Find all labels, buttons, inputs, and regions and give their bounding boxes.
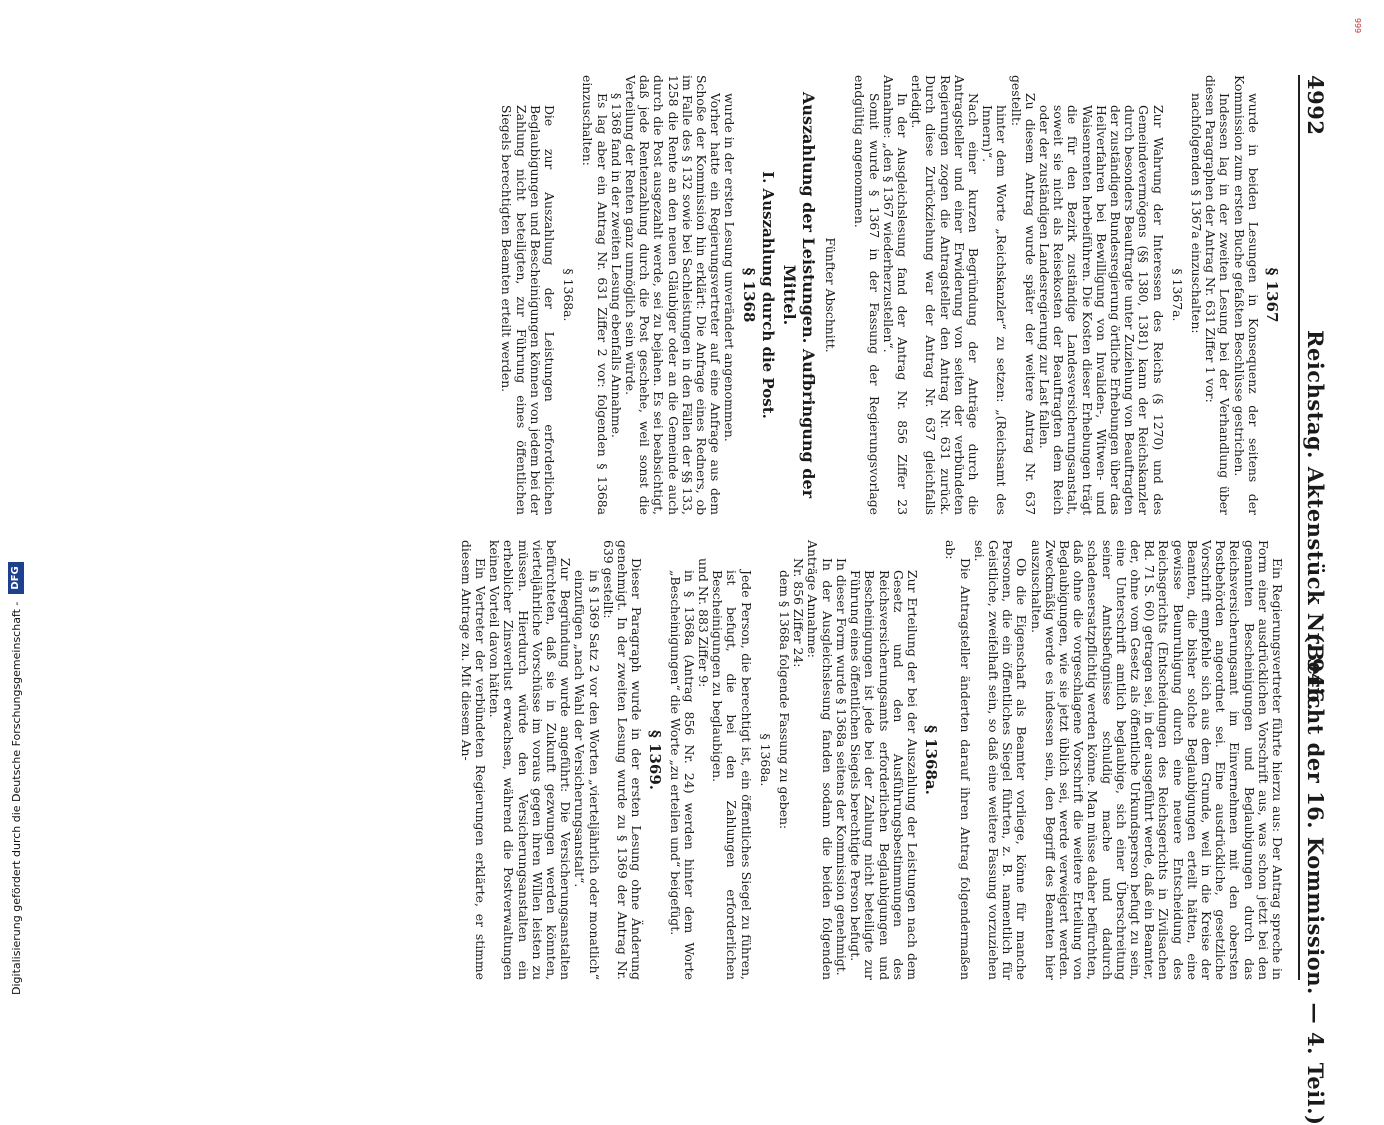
quoted-paragraph: Zur Wahrung der Interessen des Reichs (§ 1270) und des Gemeindevermögens (§§ 1380, 1381) kann der Reichskanzler durch besonders Beauftragte unter Zuziehung von Beauftragten der zuständigen Bundesregierung örtliche Erhebungen über das Heilverfahren bei Bewilligung von Invaliden-, Witwen- und Waisenrenten herbeiführen. Die Kosten dieser Erhebungen trägt die für den Bezirk zuständige Landesversicherungsanstalt, soweit sie nicht als Reisekosten der Beauftragten dem Reich oder der zuständigen Landesregierung zur Last fallen. xyxy=(1036,105,1166,515)
left-column xyxy=(499,75,1284,515)
page-title: Reichstag. Aktenstück Nr. 946. xyxy=(1303,330,1328,711)
quoted-paragraph: Jede Person, die berechtigt ist, ein öffentliches Siegel zu führen, ist befugt, die bei den Zahlungen erforderlichen Bescheinigungen zu beglaubigen. xyxy=(710,570,754,980)
paragraph: Ein Regierungsvertreter führte hierzu aus: Der Antrag spreche in Form einer ausdrücklichen Vorschrift aus, was schon jetzt bei den genannten Bescheinigungen und Beglaubigungen durch das Reichsversicherungsamt im Einvernehmen mit den obersten Postbehörden angeordnet sei. Eine ausdrückliche, gesetzliche Vorschrift empfehle sich aus dem Grunde, weil in die Kreise der Beamten, die bisher solche Beglaubigungen erteilt hätten, eine gewisse Beunruhigung durch eine neuere Entscheidung des Reichsgerichts (Entscheidungen des Reichsgerichts in Zivilsachen Bd. 71 S. 60) getragen sei, in der ausgeführt werde, daß ein Beamter, der, ohne vom Gesetz als öffentliche Urkundsperson befugt zu sein, eine Unterschrift amtlich beglaubige, sich einer Überschreitung seiner Amtsbefugnisse schuldig mache und dadurch schadensersatzpflichtig werden könne. Man müsse daher befürchten, daß ohne die vorgeschlagene Vorschrift die weitere Erteilung von Beglaubigungen, wie sie jetzt üblich sei, werde verweigert werden. Zweckmäßig werde es indessen sein, den Begriff des Beamten hier auszuschalten. xyxy=(1028,540,1285,980)
digitization-credit xyxy=(8,45,24,995)
paragraph: Ein Vertreter der verbündeten Regierungen erklärte, er stimme diesem Antrage zu. Mit diesem An- xyxy=(458,540,489,980)
quoted-paragraph: in § 1368a (Antrag 856 Nr. 24) werden hinter dem Worte „Bescheinigungen“ die Worte „zu erteilen und“ beigefügt. xyxy=(667,570,697,980)
paragraph: Nach einer kurzen Begründung der Anträge durch die Antragsteller und einer Erwiderung von seiten der verbündeten Regierungen zogen die Antragsteller den Antrag Nr. 631 zurück. Durch diese Zurückziehung war der Antrag Nr. 637 gleichfalls erledigt. xyxy=(909,75,981,515)
subsection-heading: § 1368a. xyxy=(757,733,773,787)
paragraph: In der Ausgleichslesung fand der Antrag Nr. 856 Ziffer 23 Annahme: „den § 1367 wiederherzustellen“. xyxy=(880,75,910,515)
paragraph: Die Antragsteller änderten darauf ihren Antrag folgendermaßen ab: xyxy=(943,540,973,980)
section-heading: § 1368 xyxy=(739,267,758,323)
paragraph: Zur Begründung wurde angeführt: Die Versicherungsanstalten befürchteten, daß sie in Zukunft gezwungen werden könnten, vierteljährliche Vorschüsse im voraus gegen ihren Willen leisten zu müssen. Hierdurch würde den Versicherungsanstalten ein erheblicher Zinsverlust erwachsen, während die Postverwaltungen keinen Vorteil davon hätten. xyxy=(487,540,574,980)
document-page xyxy=(458,75,1330,1125)
chapter-title: Auszahlung der Leistungen. Aufbringung der Mittel. xyxy=(779,91,818,499)
page-number: 4992 xyxy=(1303,75,1328,136)
paragraph: und Nr. 883 Ziffer 9: xyxy=(696,558,712,688)
page-subtitle: (Bericht der 16. Kommission. — 4. Teil.) xyxy=(1303,633,1328,1125)
page-header xyxy=(1300,75,1330,1125)
right-column xyxy=(458,540,1285,980)
paragraph: Indessen lag in der zweiten Lesung bei der Verhandlung über diesen Paragraphen der Antrag Nr. 631 Ziffer 1 vor: xyxy=(1203,75,1233,515)
section-heading: § 1367 xyxy=(1263,267,1281,323)
quoted-paragraph: Die zur Auszahlung der Leistungen erforderlichen Beglaubigungen und Bescheinigungen können von jedem bei der Zahlung nicht beteiligten, zur Führung eines öffentlichen Siegels berechtigten Beamten erteilt werden. xyxy=(499,105,558,515)
paragraph: Somit wurde § 1367 in der Fassung der Regierungsvorlage endgültig angenommen. xyxy=(852,75,882,515)
paragraph: wurde in beiden Lesungen in Konsequenz der seitens der Kommission zum ersten Buche gefaßten Beschlüsse gestrichen. xyxy=(1231,75,1261,515)
quoted-paragraph: in § 1369 Satz 2 vor den Worten „vierteljährlich oder monatlich“ einzufügen „nach Wahl der Versicherungsanstalt“. xyxy=(572,570,602,980)
part-heading: I. Auszahlung durch die Post. xyxy=(758,171,777,419)
paragraph: Zu diesem Antrag wurde später der weitere Antrag Nr. 637 gestellt: xyxy=(1008,75,1038,515)
subsection-heading: § 1368a. xyxy=(561,268,577,322)
paragraph: nachfolgenden § 1367a einzuschalten: xyxy=(1188,93,1204,334)
paragraph: wurde in der ersten Lesung unverändert angenommen. xyxy=(722,93,738,442)
paragraph: Ob die Eigenschaft als Beamter vorliege, könne für manche Personen, die ein öffentliches Siegel führten, z. B. namentlich für Geistliche, zweifelhaft sein, so daß eine weitere Fassung vorzuziehen sei. xyxy=(971,540,1030,980)
credit-text: Digitalisierung gefördert durch die Deutsche Forschungsgemeinschaft - xyxy=(9,601,23,995)
chapter-label: Fünfter Abschnitt. xyxy=(823,237,839,353)
header-rule xyxy=(1298,75,1300,980)
section-heading: § 1369. xyxy=(646,729,665,791)
quoted-paragraph: dem § 1368a folgende Fassung zu geben: xyxy=(777,570,793,830)
paragraph: Es lag aber ein Antrag Nr. 631 Ziffer 2 vor: folgenden § 1368a einzuschalten: xyxy=(580,75,610,515)
quoted-paragraph: Zur Erteilung der bei der Auszahlung der Leistungen nach dem Gesetz und den Ausführungsbestimmungen des Reichsversicherungsamts erforderlichen Beglaubigungen und Bescheinigungen ist jede bei der Zahlung nicht beteiligte zur Führung eines öffentlichen Siegels berechtigte Person befugt. xyxy=(848,570,920,980)
paragraph: Nr. 856 Ziffer 24: xyxy=(791,558,807,668)
paragraph: In dieser Form wurde § 1368a seitens der Kommission genehmigt. xyxy=(833,558,849,976)
dfg-logo: DFG xyxy=(8,562,24,593)
paragraph: Vorher hatte ein Regierungsvertreter auf eine Anfrage aus dem Schoße der Kommission hin erklärt: Die Anfrage eines Redners, ob im Falle des § 132 sowie bei Sachleistungen in den Fällen der §§ 133, 1258 die Rente an den neuen Gläubiger oder an die Gemeinde auch durch die Post ausgezahlt werde, sei zu bejahen. Es sei beabsichtigt, daß jede Rentenzahlung durch die Post geschehe, weil sonst die Verteilung der Renten ganz unmöglich sein würde. xyxy=(623,75,724,515)
paragraph: Dieser Paragraph wurde in der ersten Lesung ohne Änderung genehmigt. In der zweiten Lesung wurde zu § 1369 der Antrag Nr. 639 gestellt: xyxy=(600,540,645,980)
paragraph: In der Ausgleichslesung fanden sodann die beiden folgenden Anträge Annahme: xyxy=(805,540,835,980)
section-heading: § 1368a. xyxy=(922,725,941,795)
subsection-heading: § 1367a. xyxy=(1169,268,1185,322)
paragraph: § 1368 fand in der zweiten Lesung ebenfalls Annahme. xyxy=(608,93,624,438)
scan-id: 999 xyxy=(1353,18,1362,34)
quoted-paragraph: hinter dem Worte „Reichskanzler“ zu setzen: „(Reichsamt des Innern)“. xyxy=(980,105,1010,515)
